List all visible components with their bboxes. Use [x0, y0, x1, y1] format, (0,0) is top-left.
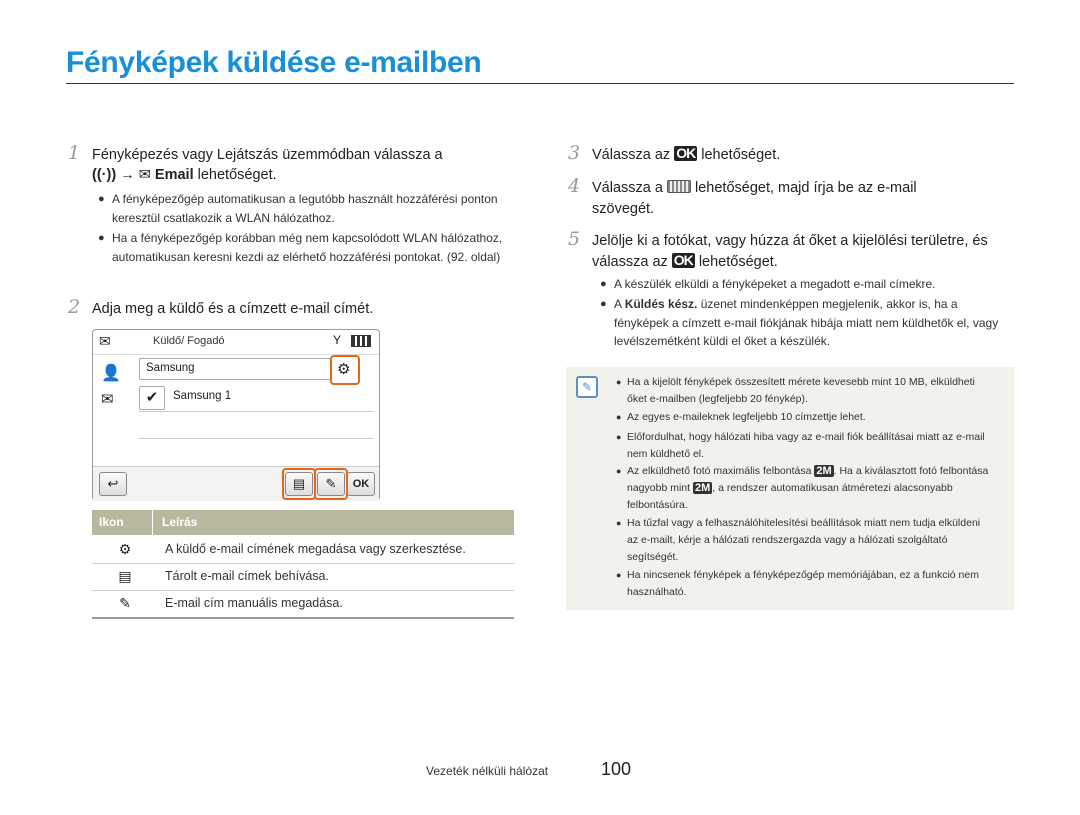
- mail-list-icon: ✉: [101, 391, 114, 408]
- table-header: [92, 510, 514, 535]
- step-5-text: Jelölje ki a fotókat, vagy húzza át őket a kijelölési területre, és válassza az: [592, 233, 988, 270]
- bullet-dot: ●: [616, 466, 622, 476]
- divider: [139, 411, 373, 412]
- bullet-bold: Küldés kész.: [624, 297, 698, 311]
- step-5-bullet-2: [600, 295, 1014, 351]
- note-text: Az elküldhető fotó maximális felbontása: [627, 465, 812, 477]
- row-text: E-mail cím manuális megadása.: [165, 596, 343, 610]
- title-rule: [66, 83, 1014, 84]
- note-text: . Ha a kiválasztott fotó felbontása nagyobb mint: [627, 465, 989, 494]
- step-4: [592, 178, 967, 220]
- contact-card-icon: ▤: [292, 476, 306, 491]
- step-4-pre: Válassza a: [592, 180, 663, 196]
- note-item: [616, 429, 992, 463]
- resolution-icon: 2M: [694, 482, 711, 494]
- step-2-text: Adja meg a küldő és a címzett e-mail címét.: [92, 301, 374, 317]
- step-5-bullet-1: [600, 275, 1014, 294]
- note-text: Ha nincsenek fényképek a fényképezőgép memóriájában, ez a funkció nem használható.: [627, 569, 979, 598]
- ok-button[interactable]: OK: [347, 472, 375, 496]
- sender-edit-button[interactable]: [330, 355, 360, 385]
- sender-value: Samsung: [146, 362, 195, 374]
- resolution-icon: 2M: [816, 465, 832, 477]
- bullet-text: A fényképezőgép automatikusan a legutóbb használt hozzáférési ponton keresztül csatlakozik a WLAN hálózathoz.: [112, 192, 498, 225]
- row-text: Tárolt e-mail címek behívása.: [165, 569, 329, 583]
- step-3: [592, 145, 1012, 165]
- arrow: →: [120, 167, 135, 183]
- wifi-icon: ((·)): [92, 167, 117, 183]
- step-3-pre: Válassza az: [592, 147, 671, 163]
- person-gear-icon: 👤: [101, 365, 121, 382]
- note-item: [616, 374, 992, 408]
- note-text: Ha a kijelölt fényképek összesített mérete kevesebb mint 10 MB, elküldheti őket e-mailben (legfeljebb 20 fénykép).: [627, 376, 975, 405]
- bullet-dot: ●: [616, 377, 622, 387]
- footer-section: Vezeték nélküli hálózat: [426, 764, 549, 778]
- camera-screen: [92, 329, 380, 501]
- step-4-number: 4: [568, 175, 581, 197]
- gear-icon: ⚙: [337, 361, 351, 378]
- page-number: 100: [601, 759, 632, 779]
- gear-icon: ⚙: [118, 541, 132, 557]
- bullet-dot: ●: [616, 570, 622, 580]
- step-2-number: 2: [68, 296, 81, 318]
- step-1-text: Fényképezés vagy Lejátszás üzemmódban válassza a: [92, 147, 443, 163]
- note-text: Előfordulhat, hogy hálózati hiba vagy az e-mail fiók beállításai miatt az e-mail nem küldhető el.: [627, 431, 985, 460]
- table-row: [92, 537, 514, 564]
- note-text: Az egyes e-maileknek legfeljebb 10 címzettje lehet.: [627, 411, 866, 423]
- col-desc-header: Leírás: [162, 515, 198, 529]
- note-text: Ha tűzfal vagy a felhasználóhitelesítési beállítások miatt nem tudja elküldeni az e-mailt, kérje a hálózati rendszergazda vagy a hálózati szolgáltató segítségét.: [627, 517, 981, 563]
- step-3-post: lehetőséget.: [701, 147, 781, 163]
- ok-icon: OK: [673, 252, 693, 268]
- note-text: , a rendszer automatikusan átméretezi alacsonyabb felbontásúra.: [627, 482, 953, 511]
- step-1: [92, 145, 502, 185]
- back-button[interactable]: [99, 472, 127, 496]
- bullet-dot: ●: [616, 518, 622, 528]
- address-book-button[interactable]: [285, 472, 313, 496]
- signal-icon: Y: [333, 333, 342, 347]
- manual-entry-button[interactable]: [317, 472, 345, 496]
- bullet-dot: ●: [600, 278, 607, 290]
- step-5: [592, 231, 1017, 273]
- page-title: Fényképek küldése e-mailben: [66, 46, 482, 79]
- bullet-text: Ha a fényképezőgép korábban még nem kapcsolódott WLAN hálózathoz, automatikusan keresni kezdi az elérhető hozzáférési pontokat. (92. oldal): [112, 231, 503, 264]
- bullet-dot: ●: [98, 232, 105, 244]
- recipient-value[interactable]: Samsung 1: [173, 390, 232, 402]
- step-4-post: lehetőséget, majd írja be az e-mail szövegét.: [592, 180, 917, 217]
- row-text: A küldő e-mail címének megadása vagy szerkesztése.: [165, 542, 466, 556]
- bullet-dot: ●: [98, 193, 105, 205]
- note-item: [616, 409, 992, 426]
- screen-header: [93, 330, 379, 355]
- note-box: [566, 367, 1014, 610]
- keyboard-icon: [667, 180, 691, 193]
- pencil-edit-icon: ✎: [119, 595, 131, 611]
- col-icon-header: Ikon: [99, 515, 124, 529]
- step-1-number: 1: [68, 142, 81, 164]
- recipient-checkbox[interactable]: ✔: [139, 386, 165, 410]
- bullet-text: A készülék elküldi a fényképeket a megadott e-mail címekre.: [614, 277, 936, 291]
- sender-field[interactable]: [139, 358, 331, 380]
- step-3-number: 3: [568, 142, 581, 164]
- note-item: [616, 463, 992, 514]
- back-icon: ↩: [107, 476, 119, 491]
- email-icon: ✉: [138, 167, 151, 183]
- table-row: [92, 564, 514, 591]
- bullet-dot: ●: [616, 412, 622, 422]
- contact-card-icon: ▤: [118, 568, 132, 584]
- step-1-bullet-1: [98, 190, 512, 227]
- screen-toolbar: [93, 466, 379, 501]
- note-item: [616, 567, 992, 601]
- bullet-dot: ●: [600, 298, 607, 310]
- bullet-post: üzenet mindenképpen megjelenik, akkor is, ha a fényképek a címzett e-mail fiókjának hibája miatt nem küldhetők el, vagy levélszemétként küldi el őket a készülék.: [614, 297, 999, 348]
- table-row: [92, 591, 514, 619]
- step-1-bullet-2: [98, 229, 512, 266]
- pencil-edit-icon: ✎: [325, 476, 337, 491]
- note-icon: ✎: [576, 376, 598, 398]
- step-5-post: lehetőséget.: [698, 254, 778, 270]
- divider: [139, 438, 373, 439]
- email-label: Email: [154, 167, 194, 183]
- bullet-pre: A: [614, 297, 622, 311]
- email-icon: ✉: [99, 333, 111, 349]
- screen-header-label: Küldő/ Fogadó: [153, 335, 225, 347]
- step-5-number: 5: [568, 228, 581, 250]
- battery-icon: [351, 335, 371, 347]
- ok-icon: OK: [676, 145, 696, 161]
- col-divider: [152, 510, 153, 535]
- bullet-dot: ●: [616, 432, 622, 442]
- note-item: [616, 515, 992, 566]
- step-1-suffix: lehetőséget.: [197, 167, 277, 183]
